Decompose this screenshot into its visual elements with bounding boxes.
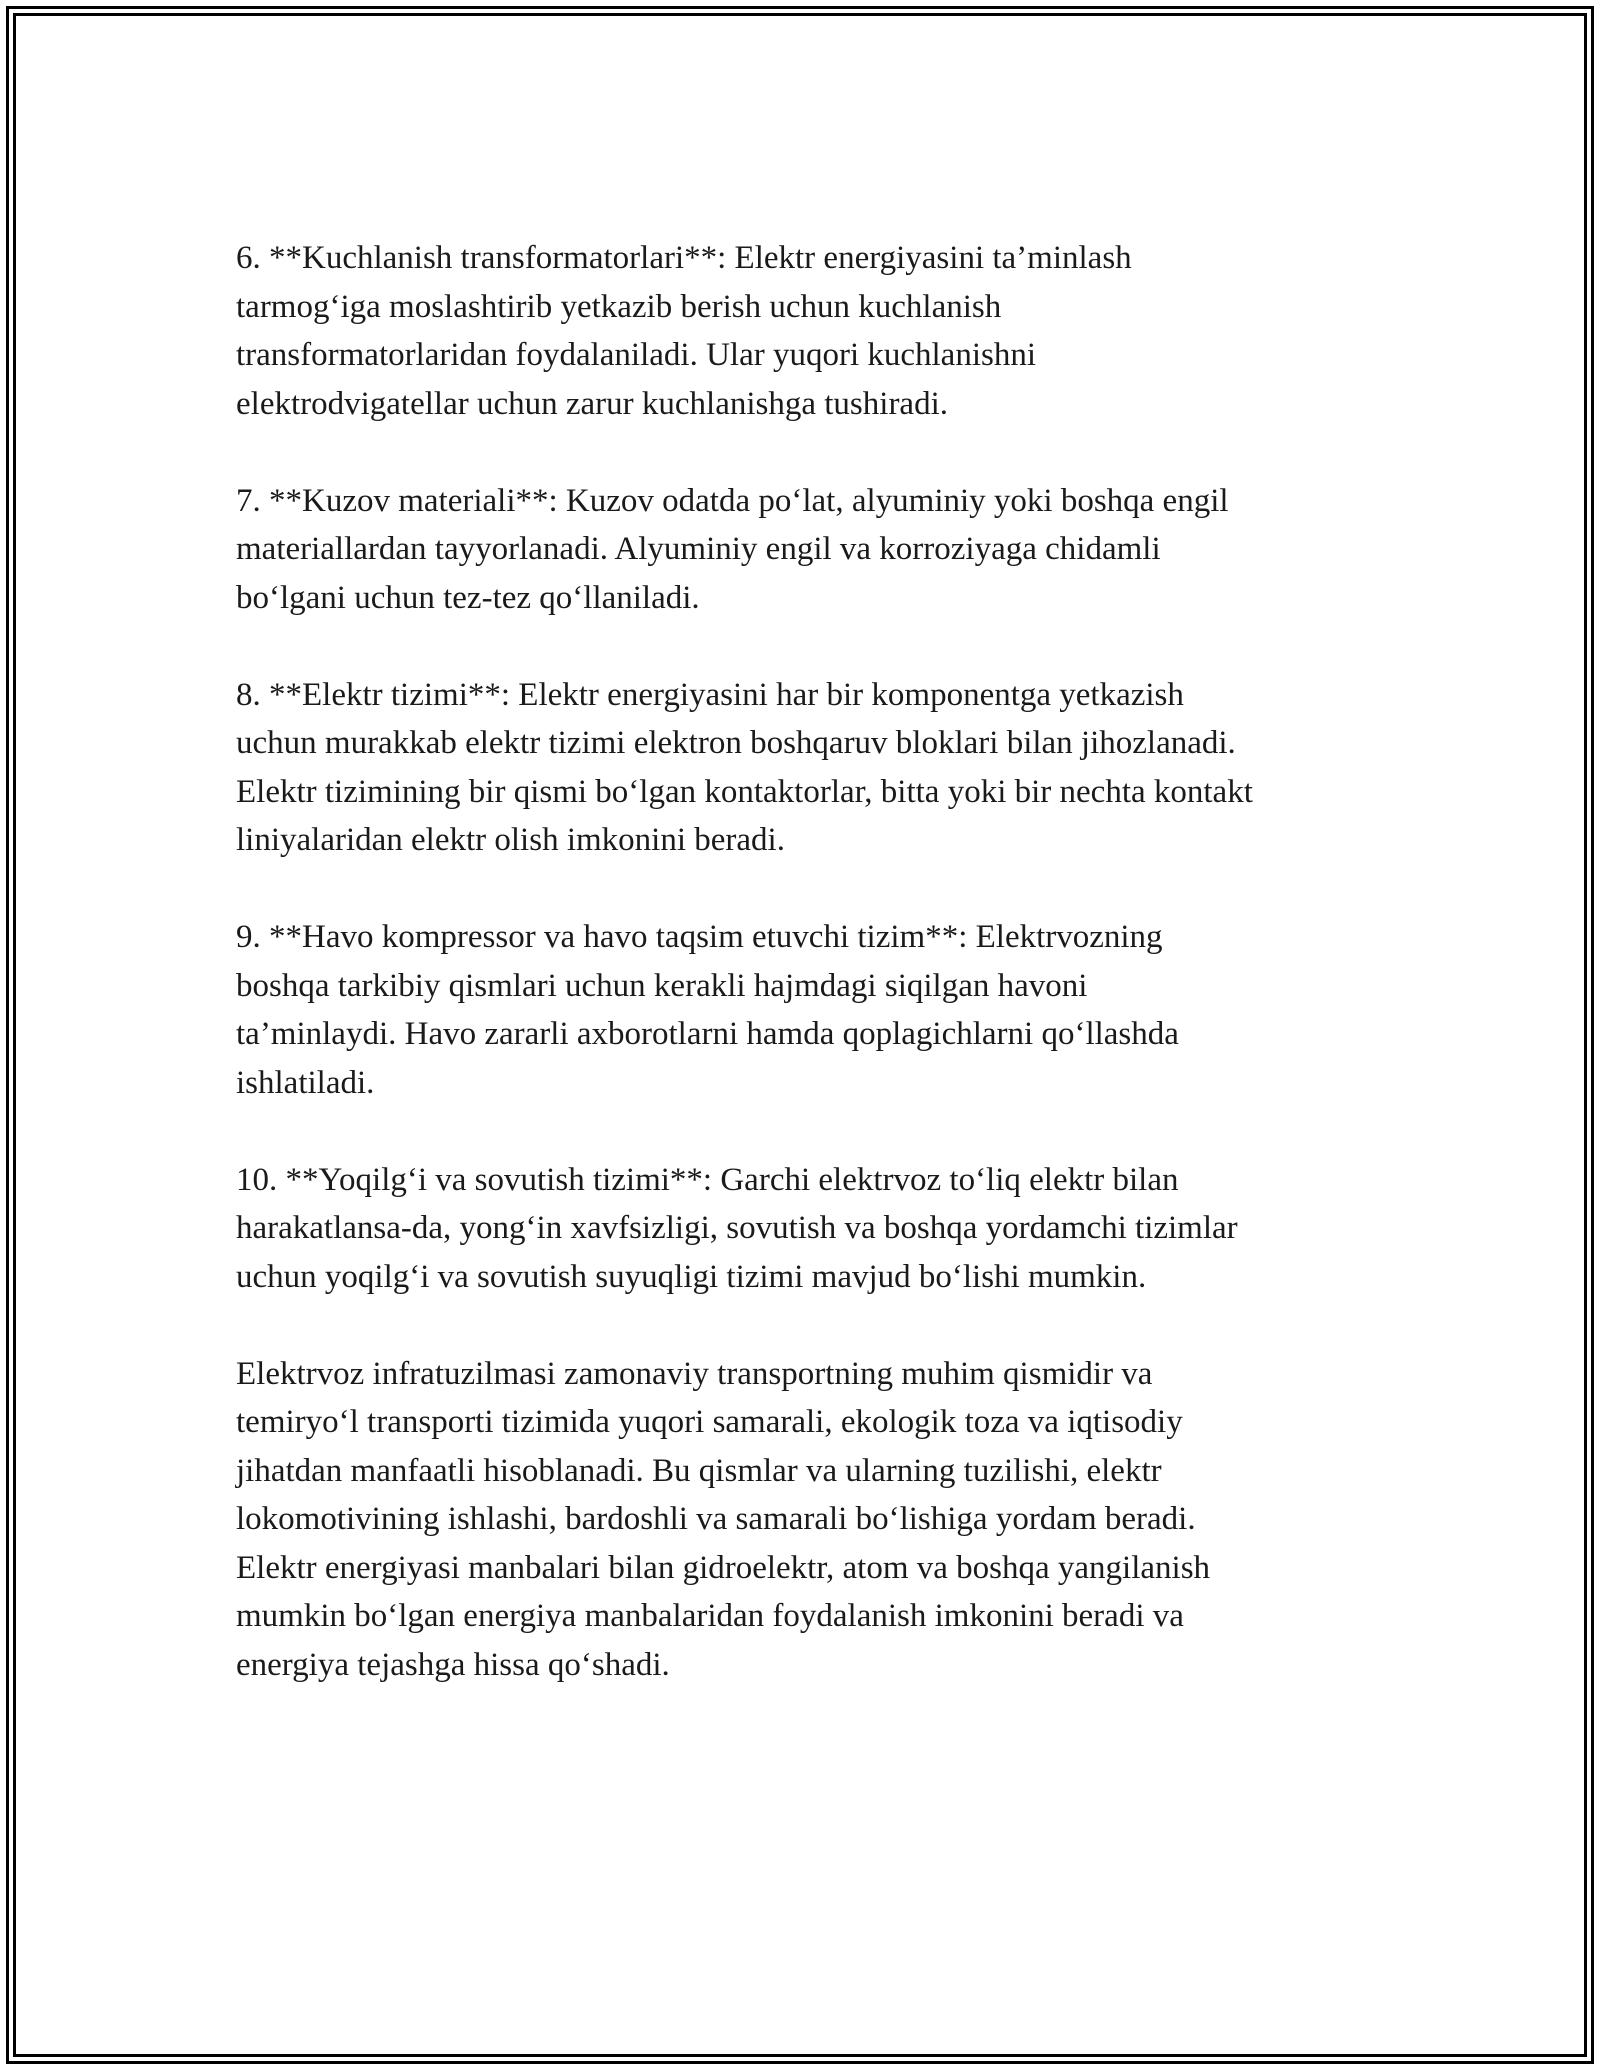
- paragraph-conclusion: [236, 1350, 1376, 1690]
- text-line: tarmog‘iga moslashtirib yetkazib berish uchun kuchlanish: [236, 288, 1002, 325]
- text-line: 6. **Kuchlanish transformatorlari**: Elektr energiyasini ta’minlash: [236, 240, 1132, 276]
- text-line: lokomotivining ishlashi, bardoshli va samarali bo‘lishiga yordam beradi.: [236, 1501, 1196, 1537]
- text-line: ishlatiladi.: [236, 1064, 375, 1101]
- text-line: ta’minlaydi. Havo zararli axborotlarni hamda qoplagichlarni qo‘llashda: [236, 1016, 1179, 1052]
- text-line: energiya tejashga hissa qo‘shadi.: [236, 1646, 670, 1683]
- text-line: bo‘lgani uchun tez-tez qo‘llaniladi.: [236, 579, 700, 616]
- document-body: [236, 234, 1376, 1738]
- paragraph-item-6: [236, 234, 1376, 428]
- text-line: mumkin bo‘lgan energiya manbalaridan foydalanish imkonini beradi va: [236, 1598, 1184, 1634]
- text-line: 8. **Elektr tizimi**: Elektr energiyasini har bir komponentga yetkazish: [236, 676, 1184, 713]
- text-line: Elektr energiyasi manbalari bilan gidroelektr, atom va boshqa yangilanish: [236, 1549, 1211, 1586]
- text-line: transformatorlaridan foydalaniladi. Ular yuqori kuchlanishni: [236, 337, 1037, 373]
- text-line: jihatdan manfaatli hisoblanadi. Bu qismlar va ularning tuzilishi, elektr: [236, 1452, 1162, 1489]
- paragraph-item-7: [236, 477, 1376, 623]
- text-line: materiallardan tayyorlanadi. Alyuminiy engil va korroziyaga chidamli: [236, 531, 1161, 567]
- text-line: 10. **Yoqilg‘i va sovutish tizimi**: Garchi elektrvoz to‘liq elektr bilan: [236, 1161, 1179, 1198]
- paragraph-item-8: [236, 671, 1376, 865]
- text-line: boshqa tarkibiy qismlari uchun kerakli hajmdagi siqilgan havoni: [236, 967, 1088, 1004]
- text-line: uchun yoqilg‘i va sovutish suyuqligi tizimi mavjud bo‘lishi mumkin.: [236, 1258, 1147, 1295]
- text-line: elektrodvigatellar uchun zarur kuchlanishga tushiradi.: [236, 385, 948, 422]
- text-line: temiryo‘l transporti tizimida yuqori samarali, ekologik toza va iqtisodiy: [236, 1404, 1183, 1440]
- text-line: 9. **Havo kompressor va havo taqsim etuvchi tizim**: Elektrvozning: [236, 919, 1163, 955]
- paragraph-item-9: [236, 913, 1376, 1107]
- text-line: liniyalaridan elektr olish imkonini beradi.: [236, 822, 785, 858]
- text-line: harakatlansa-da, yong‘in xavfsizligi, sovutish va boshqa yordamchi tizimlar: [236, 1210, 1238, 1246]
- text-line: uchun murakkab elektr tizimi elektron boshqaruv bloklari bilan jihozlanadi.: [236, 725, 1236, 761]
- text-line: Elektr tizimining bir qismi bo‘lgan kontaktorlar, bitta yoki bir nechta kontakt: [236, 773, 1253, 810]
- text-line: Elektrvoz infratuzilmasi zamonaviy transportning muhim qismidir va: [236, 1355, 1153, 1392]
- paragraph-item-10: [236, 1156, 1376, 1302]
- text-line: 7. **Kuzov materiali**: Kuzov odatda po‘lat, alyuminiy yoki boshqa engil: [236, 482, 1229, 519]
